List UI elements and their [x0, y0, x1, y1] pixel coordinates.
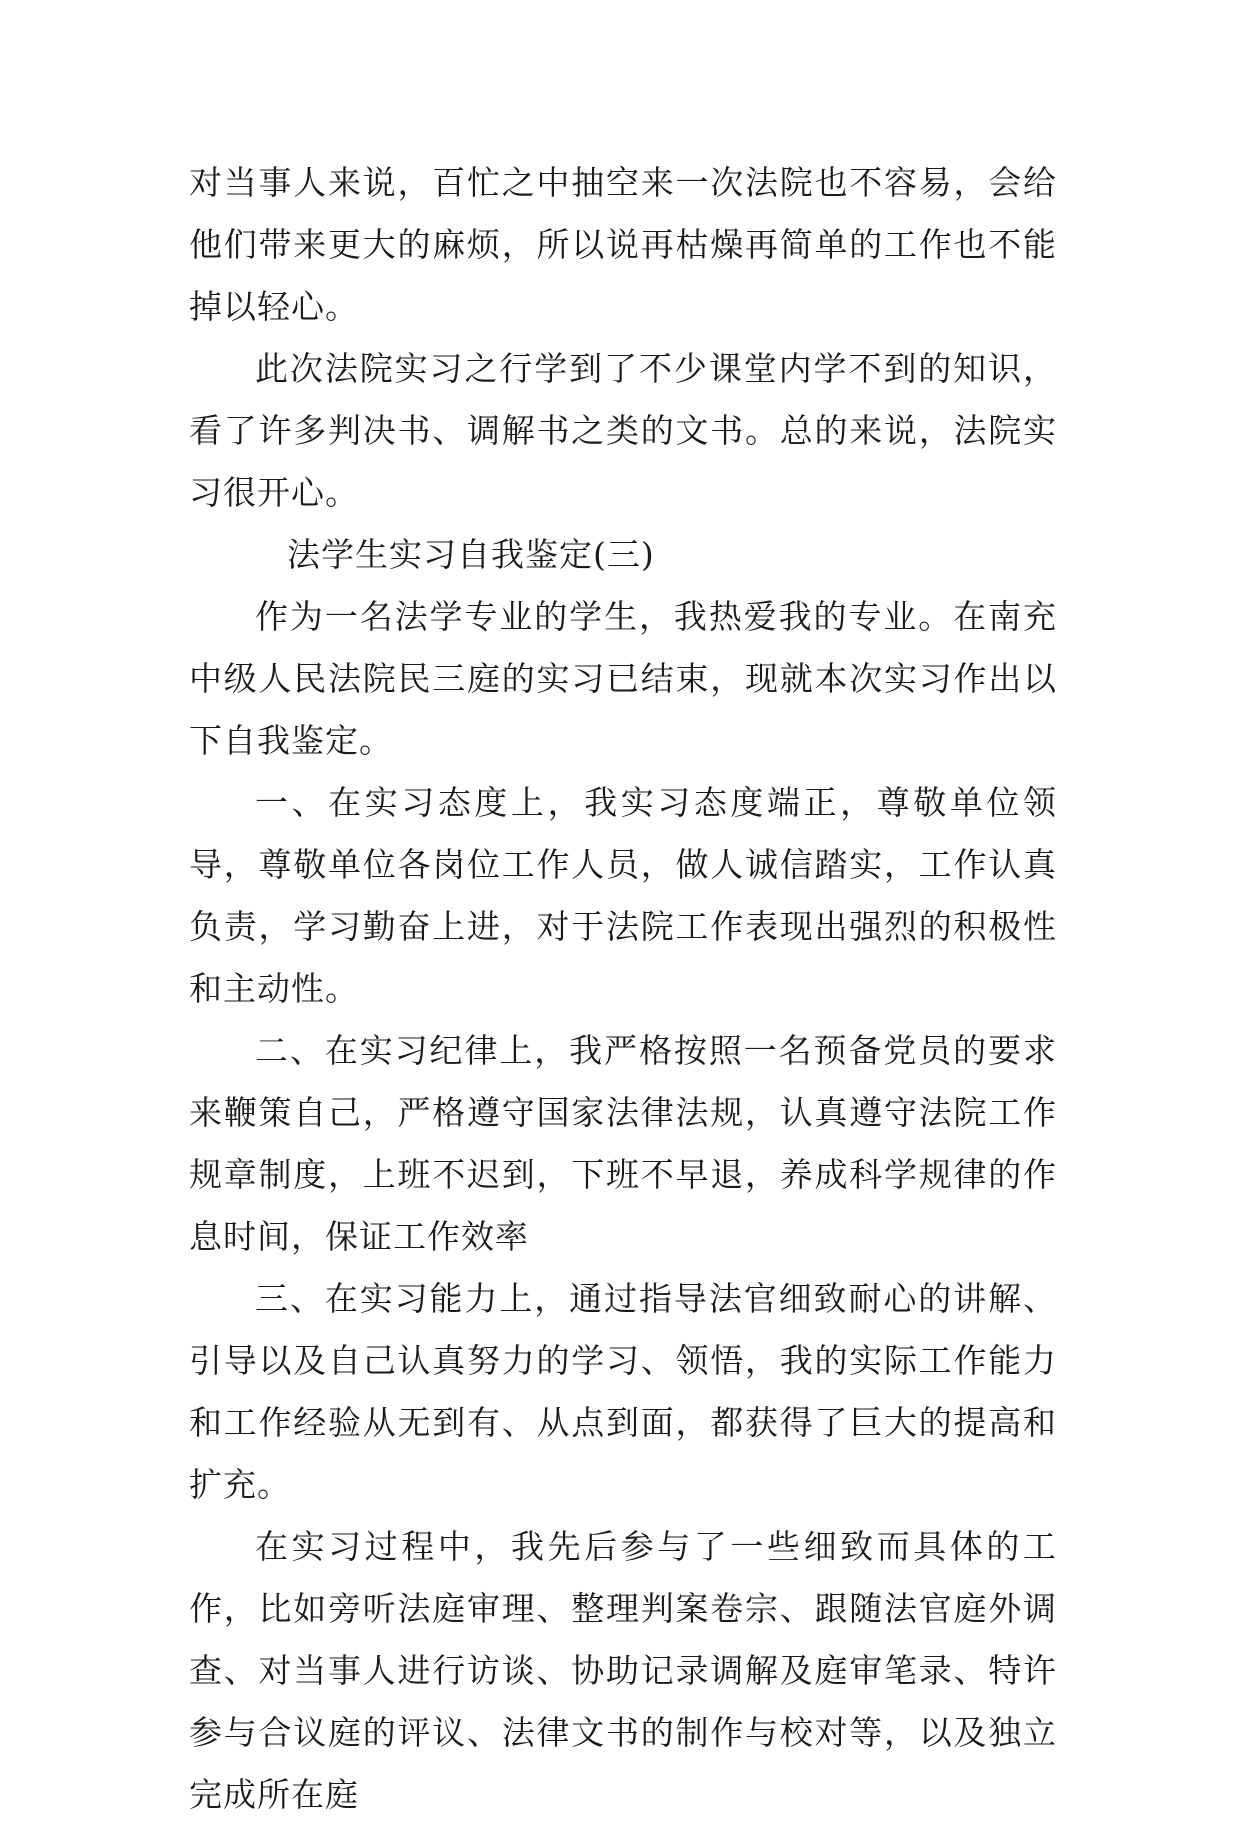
document-body — [189, 152, 1057, 1826]
paragraph-ability: 三、在实习能力上，通过指导法官细致耐心的讲解、引导以及自己认真努力的学习、领悟，我的实际工作能力和工作经验从无到有、从点到面，都获得了巨大的提高和扩充。 — [189, 1279, 1057, 1504]
paragraph-court-internship-summary: 此次法院实习之行学到了不少课堂内学不到的知识，看了许多判决书、调解书之类的文书。总的来说，法院实习很开心。 — [189, 349, 1057, 512]
paragraph-internship-process: 在实习过程中，我先后参与了一些细致而具体的工作，比如旁听法庭审理、整理判案卷宗、跟随法官庭外调查、对当事人进行访谈、协助记录调解及庭审笔录、特许参与合议庭的评议、法律文书的制作与校对等，以及独立完成所在庭 — [189, 1527, 1057, 1814]
section-heading: 法学生实习自我鉴定(三) — [287, 535, 655, 574]
paragraph-introduction: 作为一名法学专业的学生，我热爱我的专业。在南充中级人民法院民三庭的实习已结束，现就本次实习作出以下自我鉴定。 — [189, 597, 1057, 760]
paragraph-continuation: 对当事人来说，百忙之中抽空来一次法院也不容易，会给他们带来更大的麻烦，所以说再枯燥再简单的工作也不能掉以轻心。 — [189, 163, 1057, 326]
paragraph-discipline: 二、在实习纪律上，我严格按照一名预备党员的要求来鞭策自己，严格遵守国家法律法规，认真遵守法院工作规章制度，上班不迟到，下班不早退，养成科学规律的作息时间，保证工作效率 — [189, 1031, 1057, 1256]
paragraph-attitude: 一、在实习态度上，我实习态度端正，尊敬单位领导，尊敬单位各岗位工作人员，做人诚信踏实，工作认真负责，学习勤奋上进，对于法院工作表现出强烈的积极性和主动性。 — [189, 783, 1057, 1008]
